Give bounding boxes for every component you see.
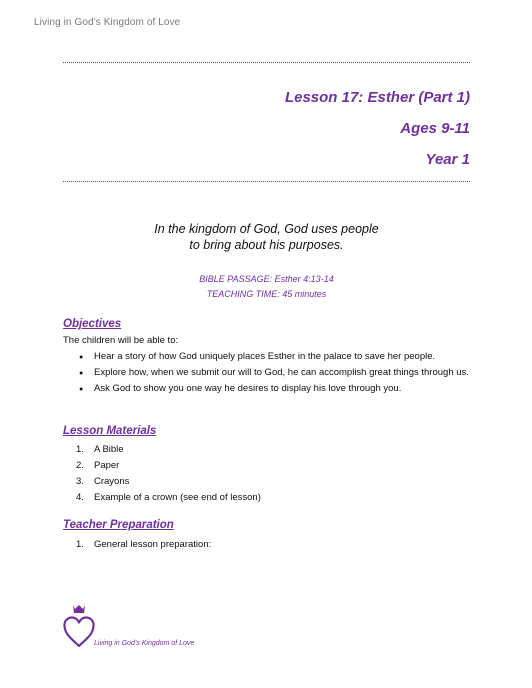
list-item xyxy=(63,382,471,395)
list-item xyxy=(63,350,471,363)
lesson-title: Lesson 17: Esther (Part 1) xyxy=(284,89,470,106)
materials-list xyxy=(63,443,471,507)
list-number: 3. xyxy=(76,476,84,487)
list-number: 4. xyxy=(76,492,84,503)
theme-line-2: to bring about his purposes. xyxy=(189,238,344,252)
curriculum-year: Year 1 xyxy=(425,151,470,168)
material-text: Crayons xyxy=(94,476,130,487)
material-text: Paper xyxy=(94,460,120,471)
bible-passage: BIBLE PASSAGE: Esther 4:13-14 xyxy=(199,274,334,284)
objectives-list xyxy=(63,350,471,398)
list-number: 2. xyxy=(76,460,84,471)
material-text: Example of a crown (see end of lesson) xyxy=(94,492,261,503)
preparation-heading: Teacher Preparation xyxy=(63,519,174,531)
objective-text: Explore how, when we submit our will to God, he can accomplish great things through us. xyxy=(94,367,469,378)
materials-heading: Lesson Materials xyxy=(63,425,157,437)
preparation-list xyxy=(63,538,471,554)
objective-text: Ask God to show you one way he desires to display his love through you. xyxy=(94,383,402,394)
objectives-heading: Objectives xyxy=(63,318,122,330)
bullet-icon: ● xyxy=(79,370,84,377)
list-item xyxy=(63,459,471,472)
list-item xyxy=(63,443,471,456)
bullet-icon: ● xyxy=(79,386,84,393)
running-header: Living in God’s Kingdom of Love xyxy=(34,17,181,28)
teaching-time: TEACHING TIME: 45 minutes xyxy=(206,289,327,299)
bullet-icon: ● xyxy=(79,354,84,361)
objectives-intro: The children will be able to: xyxy=(63,335,179,346)
list-item xyxy=(63,366,471,379)
list-number: 1. xyxy=(76,539,84,550)
crowned-heart-icon xyxy=(61,604,97,650)
list-item xyxy=(63,491,471,504)
objective-text: Hear a story of how God uniquely places Esther in the palace to save her people. xyxy=(94,351,436,362)
list-number: 1. xyxy=(76,444,84,455)
bottom-divider xyxy=(63,181,470,182)
list-item xyxy=(63,475,471,488)
age-range: Ages 9-11 xyxy=(400,120,470,137)
top-divider xyxy=(63,62,470,63)
material-text: A Bible xyxy=(94,444,124,455)
theme-line-1: In the kingdom of God, God uses people xyxy=(154,222,379,236)
footer-title: Living in God’s Kingdom of Love xyxy=(94,640,195,647)
list-item xyxy=(63,538,471,551)
preparation-text: General lesson preparation: xyxy=(94,539,212,550)
